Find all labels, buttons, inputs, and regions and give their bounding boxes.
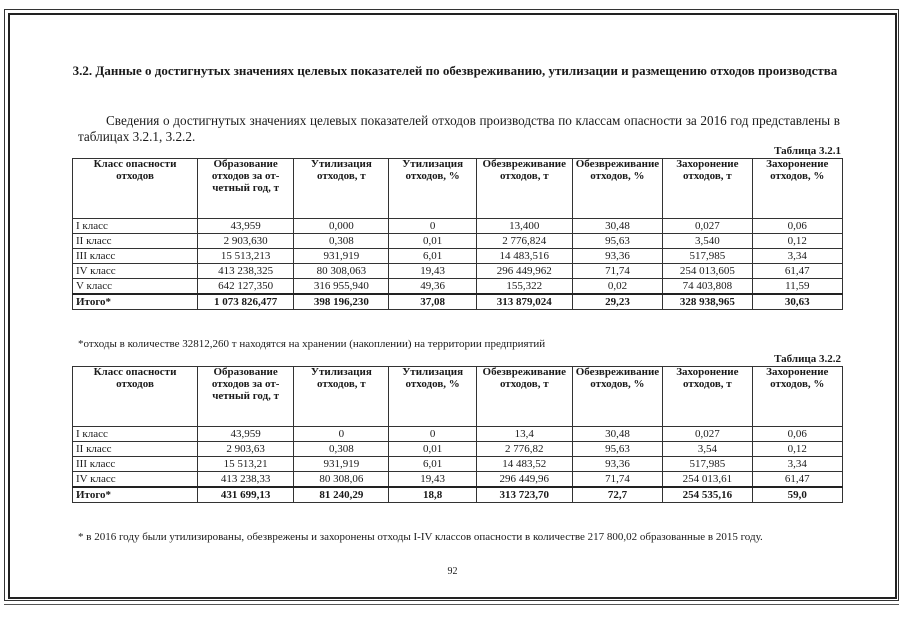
table-cell: 2 776,82 xyxy=(476,442,572,457)
table-cell: 30,48 xyxy=(572,427,662,442)
table-cell: 0 xyxy=(389,427,476,442)
total-label: Итого* xyxy=(73,294,198,310)
table1-header-burial-pct: Захоронение отходов, % xyxy=(752,159,842,219)
intro-paragraph: Сведения о достигнутых значениях целевых показателей отходов производства по классам опасности за 2016 год представлены в таблицах 3.2.1, 3.2.2. xyxy=(78,113,840,144)
total-cell: 398 196,230 xyxy=(294,294,389,310)
table-cell: 2 903,63 xyxy=(198,442,294,457)
table-cell: 15 513,213 xyxy=(198,249,294,264)
table-cell: 19,43 xyxy=(389,264,476,279)
table-row xyxy=(73,279,843,295)
table2-header-burial-t: Захоронение отходов, т xyxy=(663,367,752,427)
table-cell: 3,34 xyxy=(752,457,842,472)
table2-header-neutralization-t: Обезвреживание отходов, т xyxy=(476,367,572,427)
table-cell: 517,985 xyxy=(663,457,752,472)
table-row xyxy=(73,427,843,442)
table-cell: 296 449,96 xyxy=(476,472,572,488)
table-cell: 0,308 xyxy=(294,442,389,457)
table-cell: 3,540 xyxy=(663,234,752,249)
table-cell: 19,43 xyxy=(389,472,476,488)
table-cell: 43,959 xyxy=(198,219,294,234)
table-cell: 11,59 xyxy=(752,279,842,295)
table-row xyxy=(73,442,843,457)
table-row xyxy=(73,219,843,234)
table2-header-generation: Образование отходов за от-четный год, т xyxy=(198,367,294,427)
total-row xyxy=(73,487,843,503)
table-cell: 2 776,824 xyxy=(476,234,572,249)
table-cell: 517,985 xyxy=(663,249,752,264)
table-cell: 30,48 xyxy=(572,219,662,234)
total-cell: 313 723,70 xyxy=(476,487,572,503)
table-cell: 0,01 xyxy=(389,442,476,457)
table-cell: 413 238,325 xyxy=(198,264,294,279)
table-cell: 931,919 xyxy=(294,249,389,264)
table-cell: 95,63 xyxy=(572,234,662,249)
table-cell: 14 483,516 xyxy=(476,249,572,264)
table-cell: 0,12 xyxy=(752,442,842,457)
table-cell: 254 013,605 xyxy=(663,264,752,279)
table-cell: 6,01 xyxy=(389,249,476,264)
total-cell: 30,63 xyxy=(752,294,842,310)
table-cell: 0,000 xyxy=(294,219,389,234)
page-number: 92 xyxy=(447,566,458,577)
bottom-rule xyxy=(4,604,899,605)
table-cell: 80 308,06 xyxy=(294,472,389,488)
table-cell: 296 449,962 xyxy=(476,264,572,279)
table-3-2-1 xyxy=(72,158,843,310)
total-cell: 328 938,965 xyxy=(663,294,752,310)
table-cell: 6,01 xyxy=(389,457,476,472)
table-cell: 0,06 xyxy=(752,219,842,234)
class-cell: III класс xyxy=(73,457,198,472)
total-cell: 81 240,29 xyxy=(294,487,389,503)
table-row xyxy=(73,264,843,279)
table1-header-utilization-t: Утилизация отходов, т xyxy=(294,159,389,219)
class-cell: II класс xyxy=(73,442,198,457)
table-cell: 43,959 xyxy=(198,427,294,442)
total-cell: 29,23 xyxy=(572,294,662,310)
table-cell: 0 xyxy=(389,219,476,234)
total-row xyxy=(73,294,843,310)
class-cell: IV класс xyxy=(73,472,198,488)
class-cell: V класс xyxy=(73,279,198,295)
table-cell: 80 308,063 xyxy=(294,264,389,279)
table-row xyxy=(73,457,843,472)
table-cell: 61,47 xyxy=(752,472,842,488)
total-cell: 1 073 826,477 xyxy=(198,294,294,310)
table1-header-class: Класс опасности отходов xyxy=(73,159,198,219)
total-cell: 72,7 xyxy=(572,487,662,503)
table-cell: 2 903,630 xyxy=(198,234,294,249)
table-cell: 642 127,350 xyxy=(198,279,294,295)
table-row xyxy=(73,234,843,249)
table-cell: 3,34 xyxy=(752,249,842,264)
class-cell: II класс xyxy=(73,234,198,249)
table-cell: 71,74 xyxy=(572,472,662,488)
total-cell: 313 879,024 xyxy=(476,294,572,310)
class-cell: I класс xyxy=(73,427,198,442)
table-cell: 13,4 xyxy=(476,427,572,442)
table-cell: 74 403,808 xyxy=(663,279,752,295)
table2-header-neutralization-pct: Обезвреживание отходов, % xyxy=(572,367,662,427)
table-cell: 95,63 xyxy=(572,442,662,457)
table-cell: 61,47 xyxy=(752,264,842,279)
table2-footnote: * в 2016 году были утилизированы, обезврежены и захоронены отходы I-IV классов опасности в количестве 217 800,02 образованные в 2015 году. xyxy=(78,531,763,543)
section-title: 3.2. Данные о достигнутых значениях целевых показателей по обезвреживанию, утилизации и размещению отходов производства xyxy=(72,63,838,78)
class-cell: IV класс xyxy=(73,264,198,279)
total-label: Итого* xyxy=(73,487,198,503)
table1-header-row xyxy=(73,159,843,219)
table-cell: 0,06 xyxy=(752,427,842,442)
table-cell: 14 483,52 xyxy=(476,457,572,472)
total-cell: 59,0 xyxy=(752,487,842,503)
table1-header-neutralization-pct: Обезвреживание отходов, % xyxy=(572,159,662,219)
total-cell: 431 699,13 xyxy=(198,487,294,503)
table2-header-utilization-pct: Утилизация отходов, % xyxy=(389,367,476,427)
table-cell: 0,308 xyxy=(294,234,389,249)
table-cell: 3,54 xyxy=(663,442,752,457)
table-cell: 13,400 xyxy=(476,219,572,234)
class-cell: I класс xyxy=(73,219,198,234)
table1-header-burial-t: Захоронение отходов, т xyxy=(663,159,752,219)
table2-header-row xyxy=(73,367,843,427)
table-cell: 0,12 xyxy=(752,234,842,249)
table1-footnote: *отходы в количестве 32812,260 т находятся на хранении (накоплении) на территории предприятий xyxy=(78,338,546,350)
table-cell: 931,919 xyxy=(294,457,389,472)
table2-header-utilization-t: Утилизация отходов, т xyxy=(294,367,389,427)
table-cell: 93,36 xyxy=(572,457,662,472)
table1-caption: Таблица 3.2.1 xyxy=(774,145,841,157)
table1-header-neutralization-t: Обезвреживание отходов, т xyxy=(476,159,572,219)
table-cell: 155,322 xyxy=(476,279,572,295)
class-cell: III класс xyxy=(73,249,198,264)
table-cell: 413 238,33 xyxy=(198,472,294,488)
table1-header-utilization-pct: Утилизация отходов, % xyxy=(389,159,476,219)
table-3-2-2 xyxy=(72,366,843,503)
table-cell: 316 955,940 xyxy=(294,279,389,295)
table-cell: 49,36 xyxy=(389,279,476,295)
table2-header-burial-pct: Захоронение отходов, % xyxy=(752,367,842,427)
table-row xyxy=(73,472,843,488)
total-cell: 37,08 xyxy=(389,294,476,310)
total-cell: 18,8 xyxy=(389,487,476,503)
table1-header-generation: Образование отходов за от-четный год, т xyxy=(198,159,294,219)
table-cell: 0 xyxy=(294,427,389,442)
table2-header-class: Класс опасности отходов xyxy=(73,367,198,427)
table-row xyxy=(73,249,843,264)
table-cell: 93,36 xyxy=(572,249,662,264)
table2-caption: Таблица 3.2.2 xyxy=(774,353,841,365)
table-cell: 0,027 xyxy=(663,219,752,234)
table-cell: 0,01 xyxy=(389,234,476,249)
table-cell: 0,02 xyxy=(572,279,662,295)
table-cell: 0,027 xyxy=(663,427,752,442)
total-cell: 254 535,16 xyxy=(663,487,752,503)
table-cell: 254 013,61 xyxy=(663,472,752,488)
table-cell: 15 513,21 xyxy=(198,457,294,472)
table-cell: 71,74 xyxy=(572,264,662,279)
